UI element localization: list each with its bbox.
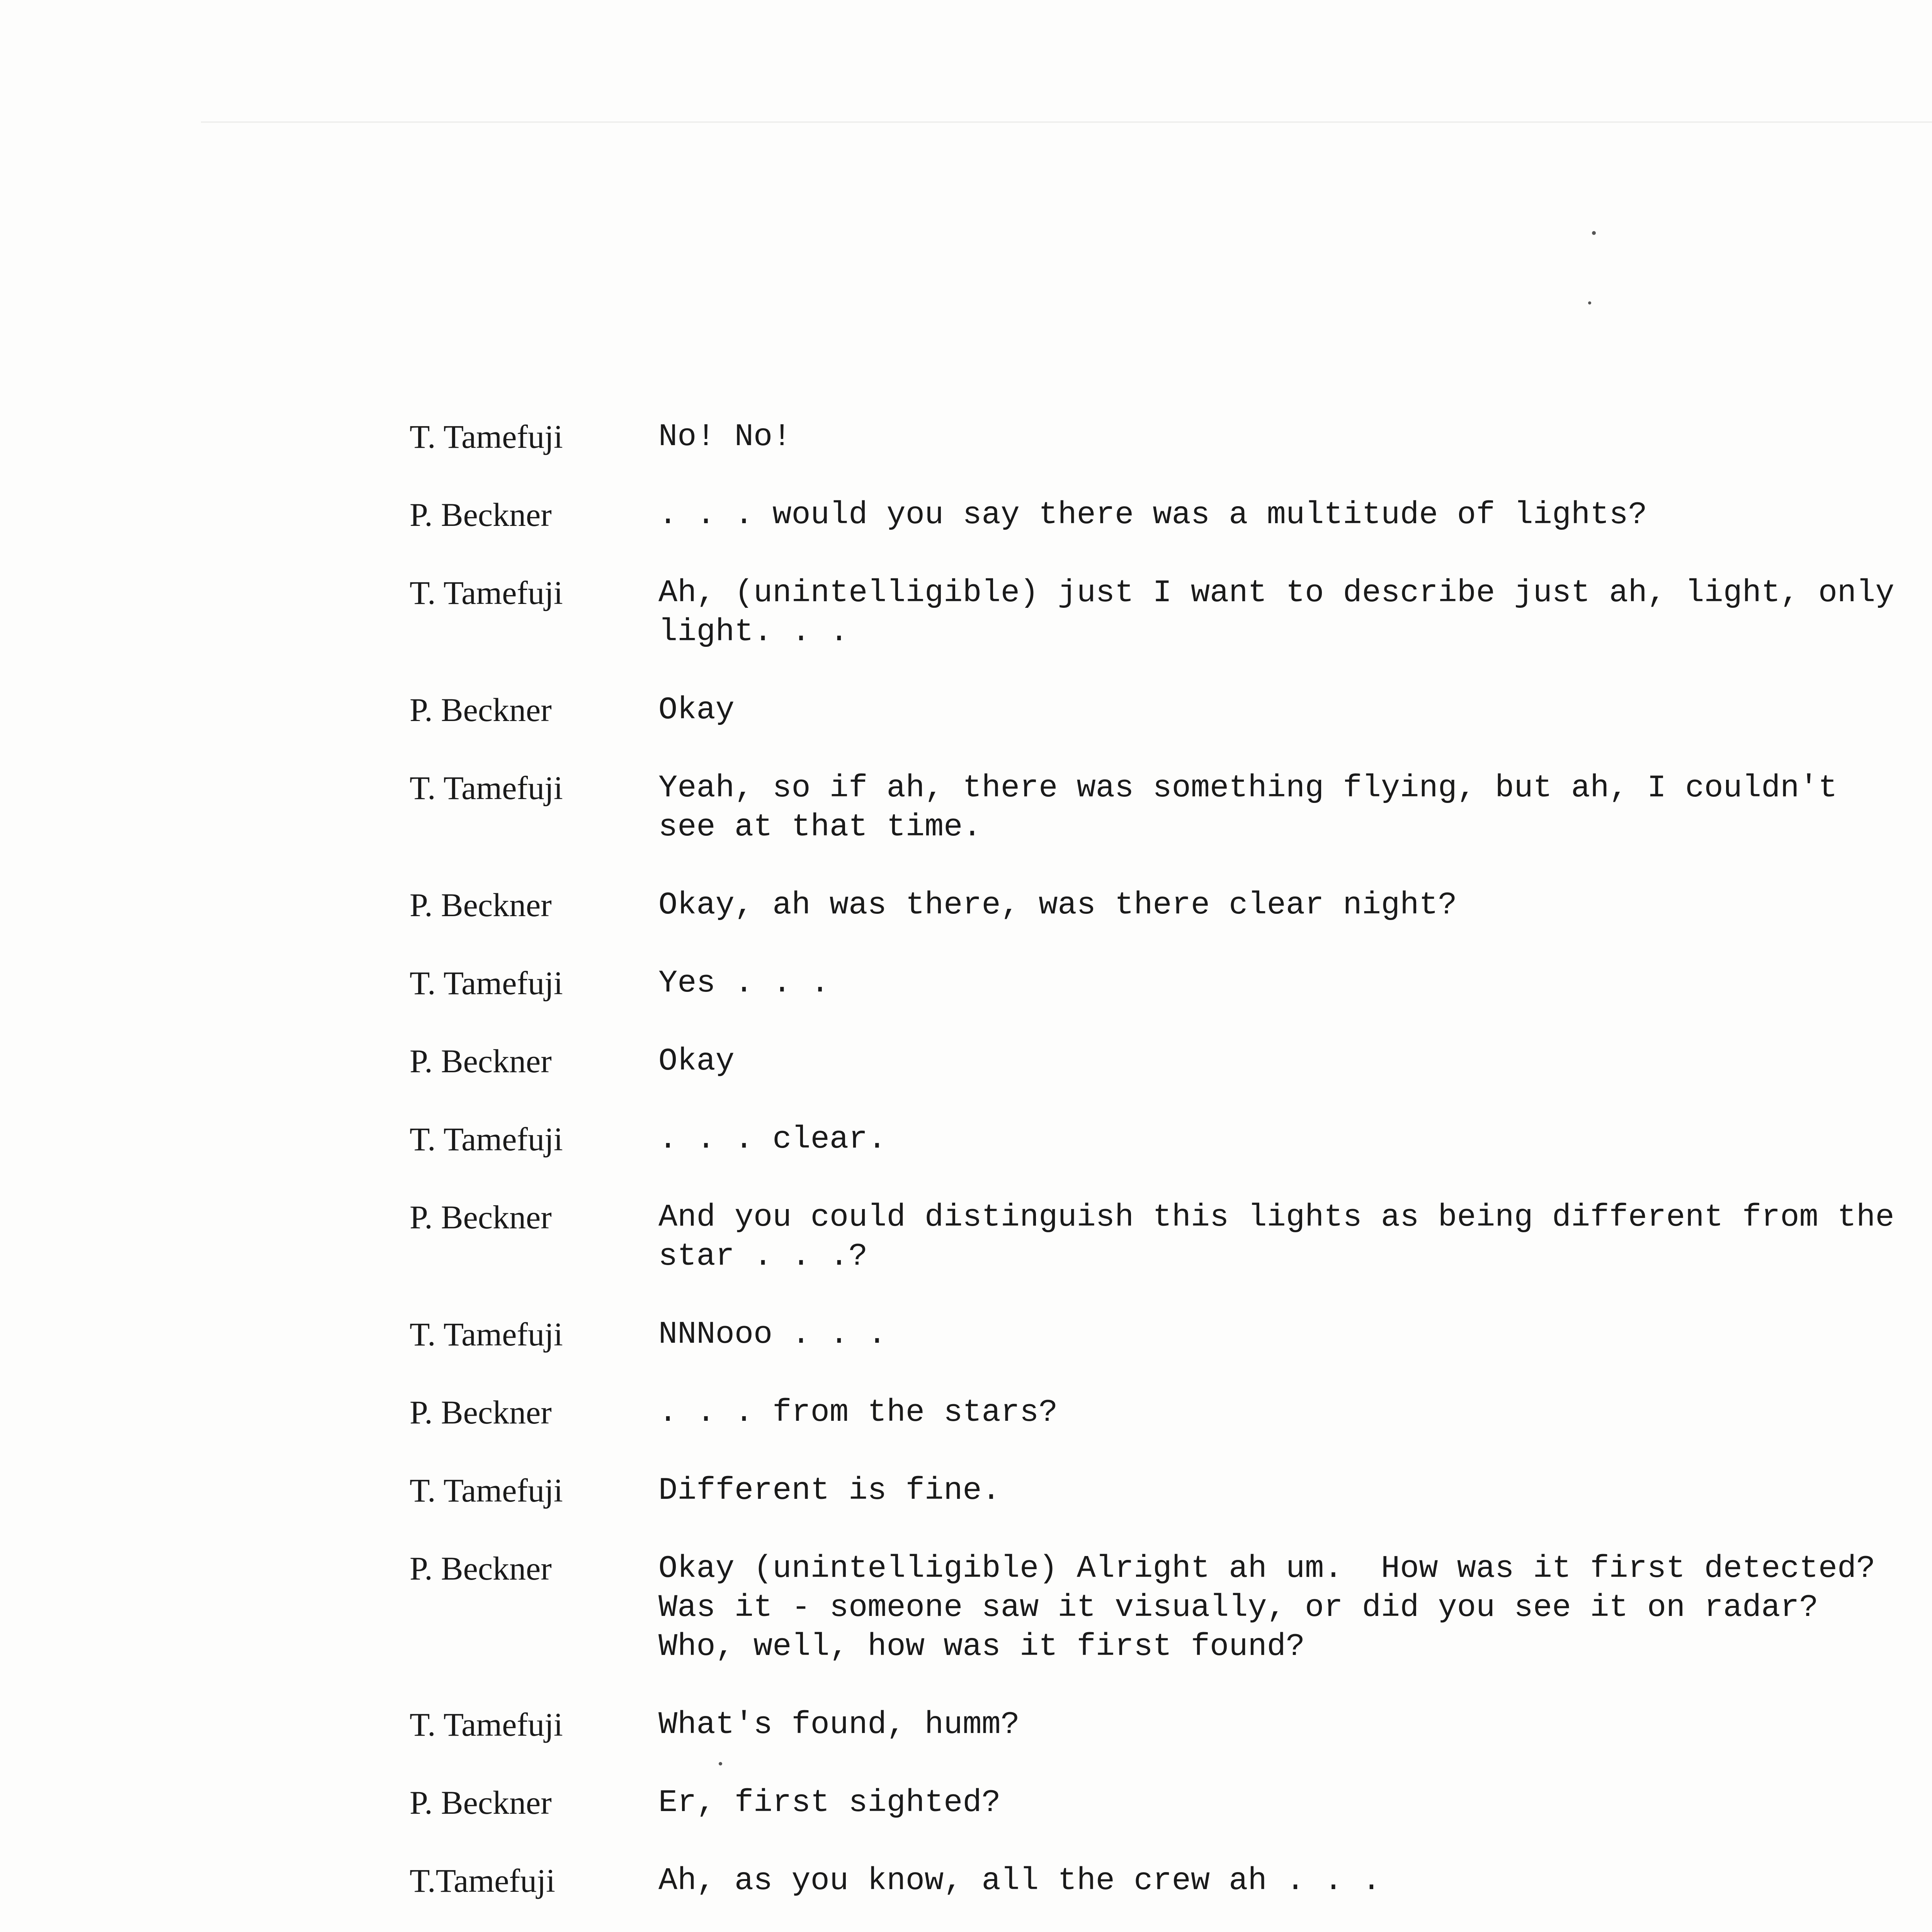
transcript-entry — [410, 1042, 1932, 1081]
speaker-name: P. Beckner — [410, 1394, 552, 1431]
transcript-entry — [410, 690, 1932, 730]
transcript-entry — [410, 573, 1932, 651]
speaker-name: P. Beckner — [410, 1199, 552, 1236]
speaker-name: P. Beckner — [410, 1043, 552, 1080]
speaker-name: T. Tamefuji — [410, 418, 563, 455]
transcript-entry — [410, 1861, 1932, 1900]
transcript-entry — [410, 417, 1932, 456]
utterance-text: And you could distinguish this lights as being different from the star . . .? — [658, 1199, 1895, 1274]
speaker-name: P. Beckner — [410, 1784, 552, 1821]
utterance-text: Yeah, so if ah, there was something flying, but ah, I couldn't see at that time. — [658, 770, 1837, 845]
utterance-text: No! No! — [658, 419, 792, 455]
utterance-text: Okay (unintelligible) Alright ah um. How was it first detected? Was it - someone saw it visually, or did you see it on radar? Who, well, how was it first found? — [658, 1551, 1876, 1665]
transcript-entry — [410, 1315, 1932, 1354]
utterance-text: Okay — [658, 692, 735, 728]
transcript — [410, 417, 1932, 1932]
transcript-entry — [410, 1471, 1932, 1510]
utterance-text: . . . from the stars? — [658, 1395, 1058, 1430]
transcript-entry — [410, 495, 1932, 534]
utterance-text: . . . would you say there was a multitude of lights? — [658, 497, 1647, 533]
transcript-entry — [410, 1783, 1932, 1822]
transcript-entry — [410, 1549, 1932, 1666]
utterance-text: NNNooo . . . — [658, 1316, 887, 1352]
speaker-name: T. Tamefuji — [410, 964, 563, 1002]
transcript-entry — [410, 1393, 1932, 1432]
utterance-text: Ah, (unintelligible) just I want to describe just ah, light, only light. . . — [658, 575, 1895, 650]
speaker-name: T. Tamefuji — [410, 574, 563, 611]
utterance-text: What's found, humm? — [658, 1707, 1020, 1743]
scan-speck — [1588, 301, 1591, 304]
transcript-entry — [410, 964, 1932, 1003]
transcript-entry — [410, 1705, 1932, 1744]
transcript-entry — [410, 886, 1932, 925]
speaker-name: T. Tamefuji — [410, 769, 563, 806]
transcript-entry — [410, 1120, 1932, 1159]
speaker-name: P. Beckner — [410, 886, 552, 923]
utterance-text: Yes . . . — [658, 965, 830, 1001]
transcript-entry — [410, 769, 1932, 847]
utterance-text: Okay — [658, 1043, 735, 1079]
transcript-entry — [410, 1198, 1932, 1276]
utterance-text: . . . clear. — [658, 1121, 887, 1157]
utterance-text: Er, first sighted? — [658, 1785, 1001, 1821]
speaker-name: T. Tamefuji — [410, 1121, 563, 1158]
speaker-name: T.Tamefuji — [410, 1862, 555, 1899]
scan-edge-top — [201, 121, 1932, 123]
speaker-name: T. Tamefuji — [410, 1706, 563, 1743]
utterance-text: Okay, ah was there, was there clear night? — [658, 887, 1457, 923]
speaker-name: P. Beckner — [410, 496, 552, 533]
speaker-name: T. Tamefuji — [410, 1316, 563, 1353]
speaker-name: T. Tamefuji — [410, 1472, 563, 1509]
speaker-name: P. Beckner — [410, 1550, 552, 1587]
scan-speck — [719, 1762, 722, 1765]
scan-speck — [1592, 231, 1596, 235]
speaker-name: P. Beckner — [410, 691, 552, 728]
utterance-text: Different is fine. — [658, 1473, 1001, 1509]
utterance-text: Ah, as you know, all the crew ah . . . — [658, 1863, 1381, 1899]
